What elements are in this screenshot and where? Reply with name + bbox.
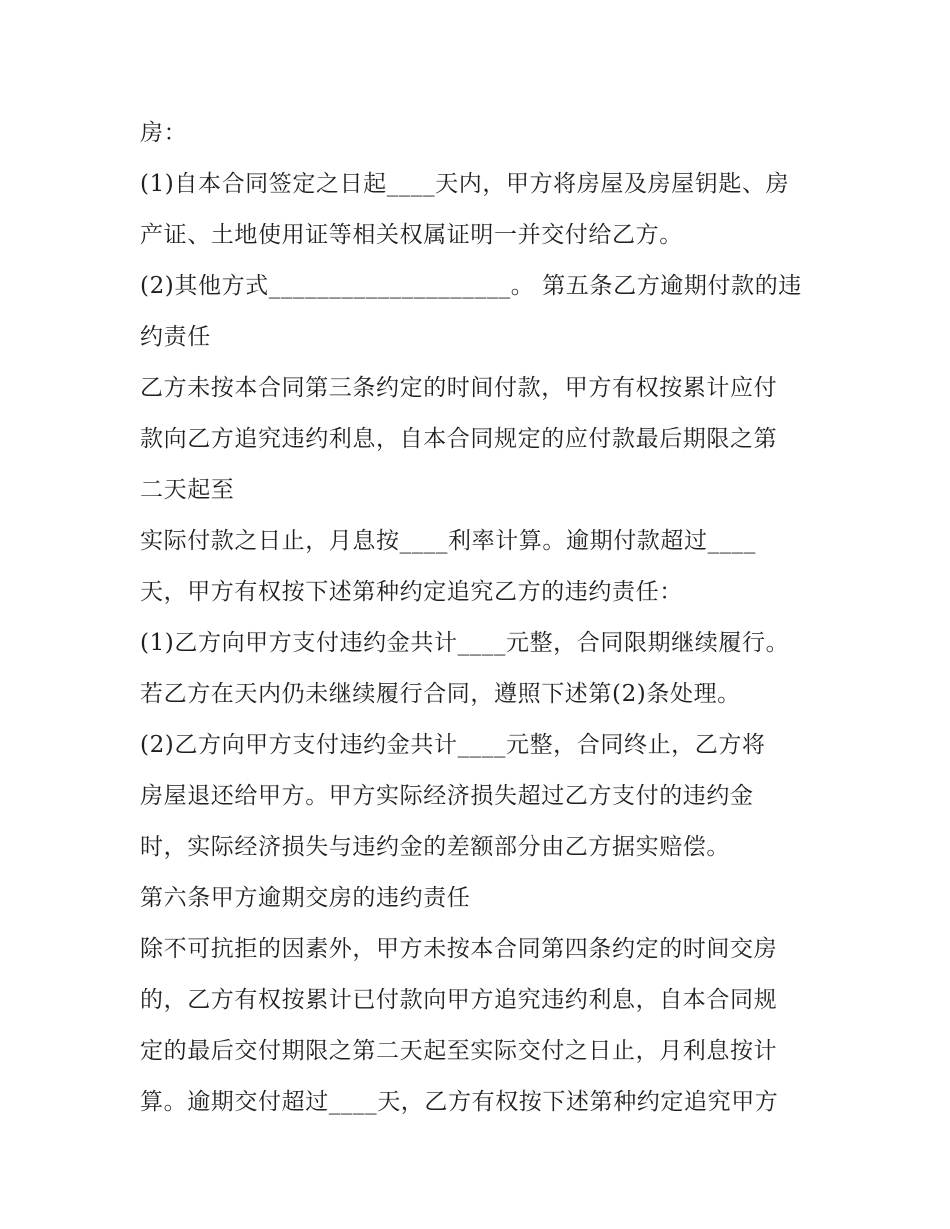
text-line: 时，实际经济损失与违约金的差额部分由乙方据实赔偿。: [140, 834, 730, 860]
contract-text: [140, 108, 830, 1128]
text-line: 乙方未按本合同第三条约定的时间付款，甲方有权按累计应付: [140, 375, 778, 401]
text-line: 除不可抗拒的因素外，甲方未按本合同第四条约定的时间交房: [140, 936, 778, 962]
text-line: 的，乙方有权按累计已付款向甲方追究违约利息，自本合同规: [140, 987, 778, 1013]
text-line: 天，甲方有权按下述第种约定追究乙方的违约责任：: [140, 579, 683, 605]
text-line: 第六条甲方逾期交房的违约责任: [140, 885, 471, 911]
text-line: 房：: [140, 120, 188, 146]
text-line: 约责任: [140, 324, 211, 350]
text-line: (2)其他方式____________________。 第五条乙方逾期付款的违: [140, 273, 802, 299]
text-line: (1)乙方向甲方支付违约金共计____元整，合同限期继续履行。: [140, 630, 790, 656]
text-line: 二天起至: [140, 477, 235, 503]
text-line: (1)自本合同签定之日起____天内，甲方将房屋及房屋钥匙、房: [140, 171, 790, 197]
text-line: 定的最后交付期限之第二天起至实际交付之日止，月利息按计: [140, 1038, 778, 1064]
text-line: 款向乙方追究违约利息，自本合同规定的应付款最后期限之第: [140, 426, 778, 452]
text-line: 实际付款之日止，月息按____利率计算。逾期付款超过____: [140, 528, 756, 554]
text-line: 算。逾期交付超过____天，乙方有权按下述第种约定追究甲方: [140, 1089, 779, 1115]
text-line: 产证、土地使用证等相关权属证明一并交付给乙方。: [140, 222, 683, 248]
text-line: 房屋退还给甲方。甲方实际经济损失超过乙方支付的违约金: [140, 783, 754, 809]
text-line: 若乙方在天内仍未继续履行合同，遵照下述第(2)条处理。: [140, 681, 741, 707]
text-line: (2)乙方向甲方支付违约金共计____元整，合同终止，乙方将: [140, 732, 766, 758]
